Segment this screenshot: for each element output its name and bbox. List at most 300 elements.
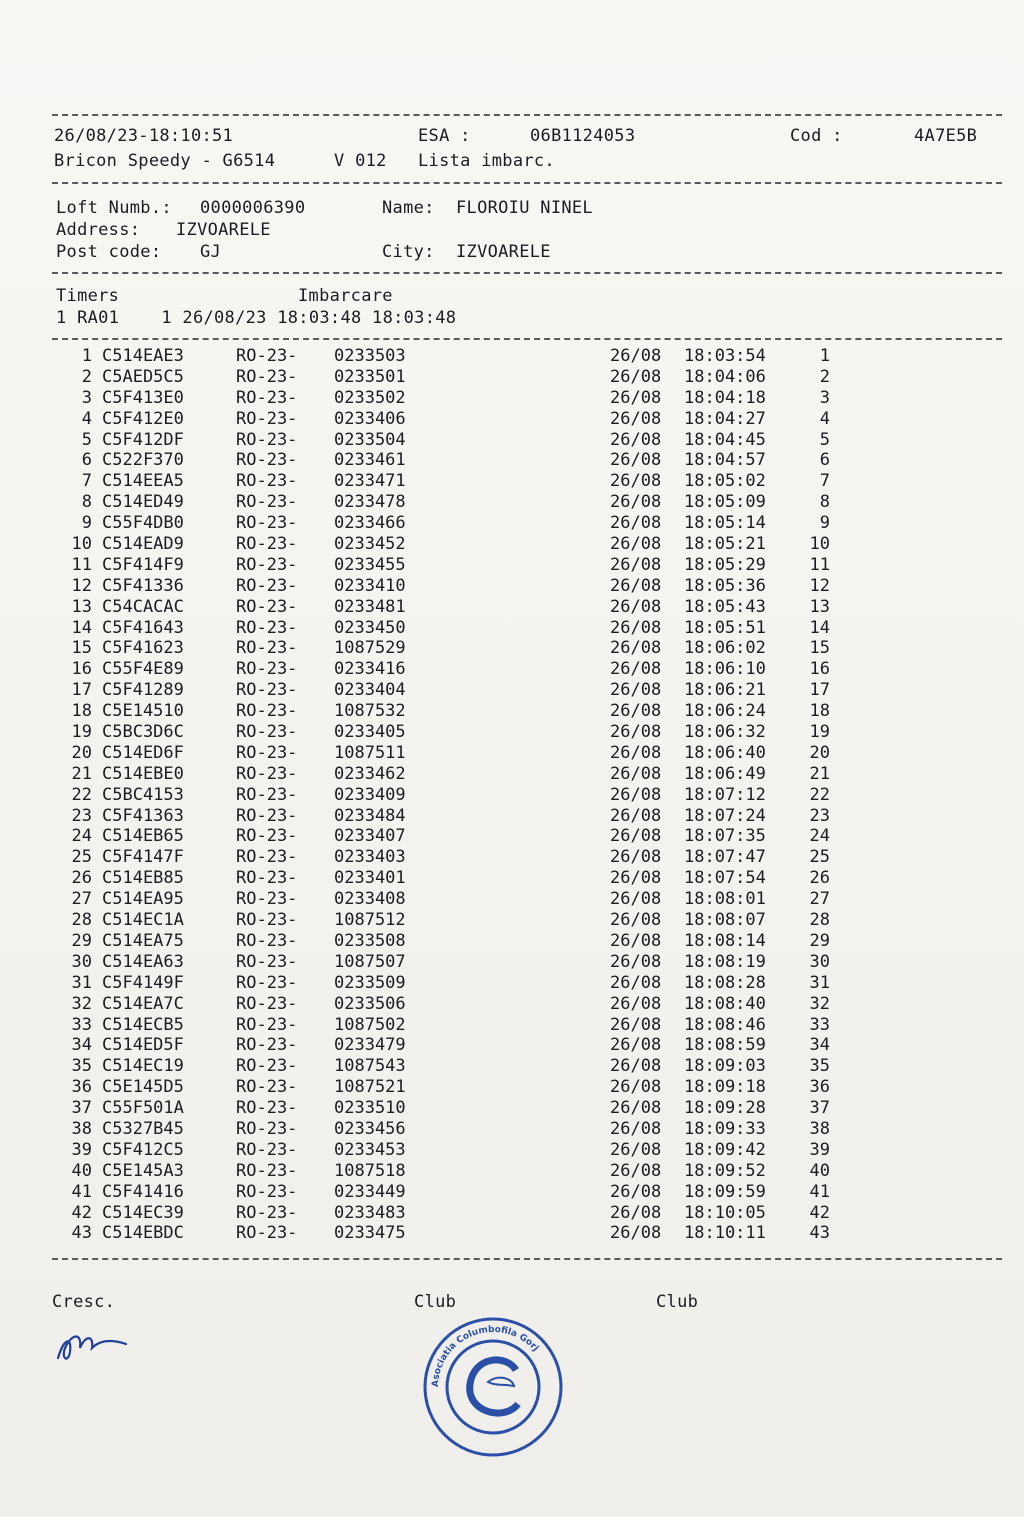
ring-number: 0233404 [334,680,406,701]
position: 8 [819,492,830,513]
arrival-date: 26/08 [610,408,662,429]
arrival-date: 26/08 [610,450,662,471]
ring-prefix: RO-23- [236,513,298,534]
chip-code: C5F412E0 [102,408,184,429]
entry-index: 33 [71,1014,92,1035]
position: 25 [809,847,830,868]
chip-code: C5F4149F [102,972,184,993]
arrival-time: 18:06:02 [684,638,766,659]
entry-index: 20 [71,742,92,763]
arrival-time: 18:10:05 [684,1202,766,1223]
ring-number: 0233452 [334,534,406,555]
ring-number: 0233449 [334,1181,406,1202]
document-title: Lista imbarc. [418,151,555,171]
table-row [0,847,1024,868]
position: 30 [809,951,830,972]
entry-index: 10 [71,534,92,555]
arrival-date: 26/08 [610,722,662,743]
ring-number: 1087532 [334,701,406,722]
entry-index: 17 [71,680,92,701]
address-value: IZVOARELE [176,220,271,240]
ring-number: 0233405 [334,722,406,743]
entry-index: 37 [71,1098,92,1119]
entry-index: 39 [71,1139,92,1160]
position: 21 [809,763,830,784]
arrival-date: 26/08 [610,1098,662,1119]
chip-code: C514ED6F [102,742,184,763]
ring-prefix: RO-23- [236,742,298,763]
signature-mark [52,1318,132,1368]
arrival-time: 18:06:21 [684,680,766,701]
chip-code: C5F41623 [102,638,184,659]
arrival-date: 26/08 [610,1056,662,1077]
position: 14 [809,617,830,638]
chip-code: C522F370 [102,450,184,471]
entry-index: 9 [81,513,92,534]
arrival-time: 18:07:12 [684,784,766,805]
separator [52,114,1002,116]
position: 6 [819,450,830,471]
chip-code: C5BC4153 [102,784,184,805]
position: 33 [809,1014,830,1035]
ring-prefix: RO-23- [236,1077,298,1098]
position: 42 [809,1202,830,1223]
position: 31 [809,972,830,993]
esa-label: ESA : [418,126,471,146]
arrival-date: 26/08 [610,1181,662,1202]
table-row [0,1015,1024,1036]
chip-code: C5F412DF [102,429,184,450]
chip-code: C55F4DB0 [102,513,184,534]
arrival-time: 18:04:45 [684,429,766,450]
ring-number: 1087518 [334,1160,406,1181]
chip-code: C5F414F9 [102,554,184,575]
chip-code: C514EAE3 [102,346,184,366]
arrival-date: 26/08 [610,951,662,972]
ring-number: 1087502 [334,1014,406,1035]
table-row [0,826,1024,847]
ring-prefix: RO-23- [236,1056,298,1077]
arrival-time: 18:05:29 [684,554,766,575]
arrival-date: 26/08 [610,387,662,408]
table-row [0,889,1024,910]
position: 39 [809,1139,830,1160]
entry-index: 13 [71,596,92,617]
ring-prefix: RO-23- [236,659,298,680]
club-label-1: Club [414,1292,457,1312]
chip-code: C514ED5F [102,1035,184,1056]
ring-prefix: RO-23- [236,993,298,1014]
table-row [0,952,1024,973]
ring-prefix: RO-23- [236,1139,298,1160]
position: 38 [809,1118,830,1139]
arrival-date: 26/08 [610,868,662,889]
position: 22 [809,784,830,805]
ring-number: 0233407 [334,826,406,847]
arrival-time: 18:04:27 [684,408,766,429]
chip-code: C514EA63 [102,951,184,972]
table-row [0,618,1024,639]
chip-code: C5F41643 [102,617,184,638]
entry-index: 41 [71,1181,92,1202]
arrival-date: 26/08 [610,596,662,617]
ring-prefix: RO-23- [236,534,298,555]
chip-code: C5E145D5 [102,1077,184,1098]
ring-prefix: RO-23- [236,617,298,638]
table-row [0,492,1024,513]
entry-index: 24 [71,826,92,847]
position: 40 [809,1160,830,1181]
entry-index: 28 [71,910,92,931]
ring-prefix: RO-23- [236,1223,298,1244]
table-row [0,994,1024,1015]
entry-index: 19 [71,722,92,743]
chip-code: C55F501A [102,1098,184,1119]
arrival-time: 18:08:19 [684,951,766,972]
chip-code: C514EB85 [102,868,184,889]
chip-code: C5F41336 [102,575,184,596]
table-row [0,1223,1024,1244]
position: 10 [809,534,830,555]
ring-number: 0233509 [334,972,406,993]
ring-number: 0233481 [334,596,406,617]
ring-prefix: RO-23- [236,1202,298,1223]
ring-prefix: RO-23- [236,1098,298,1119]
arrival-date: 26/08 [610,659,662,680]
arrival-time: 18:06:24 [684,701,766,722]
entry-index: 16 [71,659,92,680]
entry-index: 31 [71,972,92,993]
ring-prefix: RO-23- [236,1181,298,1202]
chip-code: C54CACAC [102,596,184,617]
arrival-time: 18:09:42 [684,1139,766,1160]
separator [52,1258,1002,1260]
arrival-date: 26/08 [610,513,662,534]
entry-index: 7 [81,471,92,492]
chip-code: C514EAD9 [102,534,184,555]
arrival-date: 26/08 [610,784,662,805]
entry-index: 38 [71,1118,92,1139]
ring-prefix: RO-23- [236,930,298,951]
ring-number: 0233503 [334,346,406,366]
arrival-date: 26/08 [610,972,662,993]
ring-prefix: RO-23- [236,868,298,889]
table-row [0,1140,1024,1161]
arrival-time: 18:07:35 [684,826,766,847]
table-row [0,1203,1024,1224]
chip-code: C514EC39 [102,1202,184,1223]
arrival-time: 18:07:47 [684,847,766,868]
entry-index: 4 [81,408,92,429]
position: 27 [809,889,830,910]
arrival-time: 18:05:43 [684,596,766,617]
arrival-time: 18:09:59 [684,1181,766,1202]
ring-prefix: RO-23- [236,847,298,868]
position: 16 [809,659,830,680]
arrival-time: 18:05:51 [684,617,766,638]
ring-prefix: RO-23- [236,763,298,784]
table-row [0,743,1024,764]
position: 37 [809,1098,830,1119]
ring-number: 0233504 [334,429,406,450]
ring-number: 0233406 [334,408,406,429]
arrival-time: 18:06:49 [684,763,766,784]
arrival-date: 26/08 [610,1223,662,1244]
entry-index: 30 [71,951,92,972]
ring-number: 0233475 [334,1223,406,1244]
arrival-date: 26/08 [610,471,662,492]
arrival-time: 18:10:11 [684,1223,766,1244]
entry-index: 5 [81,429,92,450]
entry-index: 14 [71,617,92,638]
position: 7 [819,471,830,492]
table-row [0,534,1024,555]
ring-prefix: RO-23- [236,1014,298,1035]
table-row [0,471,1024,492]
arrival-time: 18:08:40 [684,993,766,1014]
arrival-time: 18:08:28 [684,972,766,993]
ring-number: 0233409 [334,784,406,805]
table-row [0,346,1024,367]
ring-prefix: RO-23- [236,1160,298,1181]
arrival-time: 18:09:52 [684,1160,766,1181]
position: 2 [819,366,830,387]
table-row [0,764,1024,785]
ring-prefix: RO-23- [236,429,298,450]
arrival-time: 18:07:24 [684,805,766,826]
arrival-time: 18:08:46 [684,1014,766,1035]
ring-number: 0233506 [334,993,406,1014]
table-row [0,659,1024,680]
ring-number: 1087507 [334,951,406,972]
esa-value: 06B1124053 [530,126,636,146]
ring-number: 0233450 [334,617,406,638]
ring-prefix: RO-23- [236,596,298,617]
ring-number: 1087512 [334,910,406,931]
chip-code: C5E145A3 [102,1160,184,1181]
arrival-time: 18:08:07 [684,910,766,931]
cresc-label: Cresc. [52,1292,116,1312]
arrival-date: 26/08 [610,1035,662,1056]
print-datetime: 26/08/23-18:10:51 [54,126,234,146]
ring-prefix: RO-23- [236,805,298,826]
chip-code: C5F413E0 [102,387,184,408]
arrival-date: 26/08 [610,366,662,387]
position: 4 [819,408,830,429]
owner-name: FLOROIU NINEL [456,198,593,218]
table-row [0,806,1024,827]
address-label: Address: [56,220,141,240]
table-row [0,450,1024,471]
arrival-date: 26/08 [610,993,662,1014]
position: 29 [809,930,830,951]
table-row [0,597,1024,618]
position: 1 [819,346,830,366]
club-stamp [418,1312,568,1462]
chip-code: C514EBDC [102,1223,184,1244]
entry-index: 29 [71,930,92,951]
table-row [0,722,1024,743]
entry-index: 6 [81,450,92,471]
arrival-date: 26/08 [610,1014,662,1035]
position: 41 [809,1181,830,1202]
chip-code: C5F412C5 [102,1139,184,1160]
device-name: Bricon Speedy - G6514 [54,151,276,171]
chip-code: C514EC1A [102,910,184,931]
entry-index: 35 [71,1056,92,1077]
position: 11 [809,554,830,575]
chip-code: C514EC19 [102,1056,184,1077]
ring-prefix: RO-23- [236,826,298,847]
timer-row: 1 RA01 1 26/08/23 18:03:48 18:03:48 [56,308,457,328]
arrival-date: 26/08 [610,346,662,366]
ring-number: 0233478 [334,492,406,513]
ring-prefix: RO-23- [236,951,298,972]
arrival-date: 26/08 [610,1118,662,1139]
post-code-value: GJ [200,242,222,262]
table-row [0,1182,1024,1203]
separator [52,272,1002,274]
ring-number: 0233462 [334,763,406,784]
arrival-date: 26/08 [610,492,662,513]
ring-number: 0233502 [334,387,406,408]
arrival-time: 18:06:32 [684,722,766,743]
arrival-time: 18:04:18 [684,387,766,408]
entry-index: 15 [71,638,92,659]
arrival-date: 26/08 [610,701,662,722]
position: 43 [809,1223,830,1244]
loft-number: 0000006390 [200,198,306,218]
club-label-2: Club [656,1292,699,1312]
entry-index: 34 [71,1035,92,1056]
chip-code: C514EB65 [102,826,184,847]
position: 15 [809,638,830,659]
table-row [0,1077,1024,1098]
ring-prefix: RO-23- [236,701,298,722]
position: 26 [809,868,830,889]
arrival-date: 26/08 [610,805,662,826]
ring-prefix: RO-23- [236,346,298,366]
arrival-time: 18:09:28 [684,1098,766,1119]
ring-number: 0233401 [334,868,406,889]
arrival-time: 18:05:36 [684,575,766,596]
ring-prefix: RO-23- [236,408,298,429]
ring-prefix: RO-23- [236,972,298,993]
arrival-date: 26/08 [610,889,662,910]
arrival-date: 26/08 [610,680,662,701]
entry-index: 43 [71,1223,92,1244]
ring-number: 0233461 [334,450,406,471]
arrival-date: 26/08 [610,638,662,659]
cod-value: 4A7E5B [914,126,978,146]
svg-text:Asociatia Columbofila Gorj: Asociatia Columbofila Gorj [430,1324,541,1388]
entry-index: 21 [71,763,92,784]
position: 35 [809,1056,830,1077]
ring-number: 0233408 [334,889,406,910]
entry-index: 18 [71,701,92,722]
arrival-date: 26/08 [610,1202,662,1223]
chip-code: C514EA7C [102,993,184,1014]
city-label: City: [382,242,435,262]
table-row [0,638,1024,659]
entries-list [0,346,1024,1244]
arrival-time: 18:09:33 [684,1118,766,1139]
ring-number: 0233483 [334,1202,406,1223]
arrival-time: 18:09:03 [684,1056,766,1077]
position: 3 [819,387,830,408]
separator [52,338,1002,340]
arrival-time: 18:09:18 [684,1077,766,1098]
arrival-date: 26/08 [610,554,662,575]
entry-index: 26 [71,868,92,889]
table-row [0,868,1024,889]
loft-label: Loft Numb.: [56,198,172,218]
position: 19 [809,722,830,743]
table-row [0,1056,1024,1077]
arrival-date: 26/08 [610,617,662,638]
entry-index: 36 [71,1077,92,1098]
position: 23 [809,805,830,826]
arrival-date: 26/08 [610,763,662,784]
arrival-time: 18:06:10 [684,659,766,680]
ring-number: 0233410 [334,575,406,596]
chip-code: C514EA75 [102,930,184,951]
table-row [0,388,1024,409]
arrival-date: 26/08 [610,930,662,951]
arrival-time: 18:07:54 [684,868,766,889]
ring-prefix: RO-23- [236,722,298,743]
ring-prefix: RO-23- [236,1035,298,1056]
position: 18 [809,701,830,722]
ring-prefix: RO-23- [236,680,298,701]
chip-code: C514ECB5 [102,1014,184,1035]
chip-code: C5327B45 [102,1118,184,1139]
position: 17 [809,680,830,701]
ring-prefix: RO-23- [236,387,298,408]
ring-number: 1087543 [334,1056,406,1077]
imbarcare-label: Imbarcare [298,286,393,306]
ring-prefix: RO-23- [236,554,298,575]
entry-index: 22 [71,784,92,805]
ring-number: 1087521 [334,1077,406,1098]
table-row [0,680,1024,701]
city-value: IZVOARELE [456,242,551,262]
table-row [0,973,1024,994]
position: 24 [809,826,830,847]
table-row [0,513,1024,534]
ring-number: 0233501 [334,366,406,387]
ring-number: 0233403 [334,847,406,868]
ring-number: 0233416 [334,659,406,680]
chip-code: C5F41363 [102,805,184,826]
chip-code: C5F4147F [102,847,184,868]
ring-prefix: RO-23- [236,575,298,596]
entry-index: 42 [71,1202,92,1223]
table-row [0,555,1024,576]
chip-code: C514EEA5 [102,471,184,492]
ring-number: 0233508 [334,930,406,951]
ring-number: 0233484 [334,805,406,826]
entry-index: 1 [81,346,92,366]
chip-code: C514ED49 [102,492,184,513]
device-version: V 012 [334,151,387,171]
arrival-date: 26/08 [610,1160,662,1181]
ring-prefix: RO-23- [236,471,298,492]
name-label: Name: [382,198,435,218]
entry-index: 23 [71,805,92,826]
position: 20 [809,742,830,763]
table-row [0,409,1024,430]
